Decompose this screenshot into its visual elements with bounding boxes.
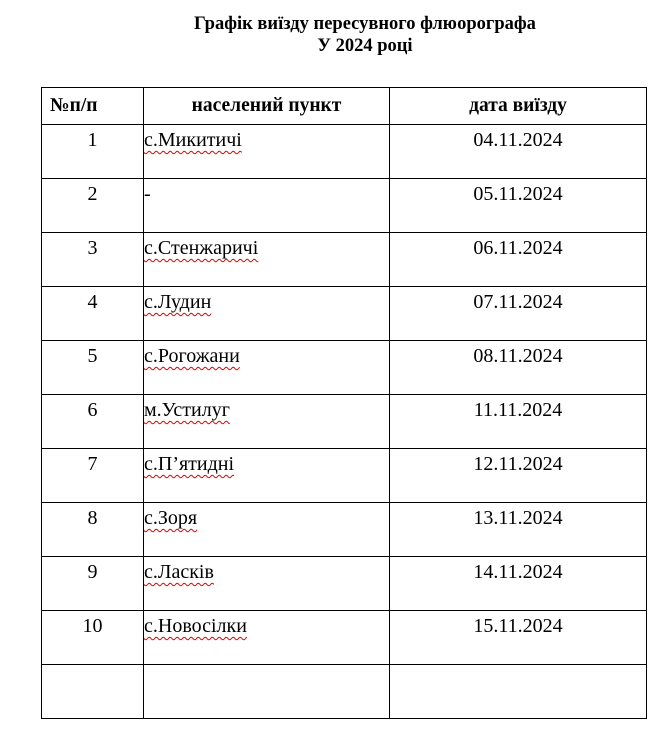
- row-date: 06.11.2024: [473, 237, 563, 259]
- row-settlement-cell[interactable]: [144, 287, 390, 341]
- row-number-cell[interactable]: [42, 125, 144, 179]
- row-settlement-cell[interactable]: [144, 611, 390, 665]
- row-date: 13.11.2024: [473, 507, 563, 529]
- row-date-cell[interactable]: [390, 557, 647, 611]
- row-date: 07.11.2024: [473, 291, 563, 313]
- row-date-cell[interactable]: [390, 611, 647, 665]
- row-settlement: с.Ласків: [144, 561, 214, 583]
- row-date-cell[interactable]: [390, 233, 647, 287]
- row-settlement: с.Рогожани: [144, 345, 240, 367]
- table-row: [42, 233, 647, 287]
- row-settlement-cell[interactable]: [144, 503, 390, 557]
- table-row: [42, 449, 647, 503]
- row-settlement: с.Зоря: [144, 507, 198, 529]
- row-settlement: с.Новосілки: [144, 615, 247, 637]
- row-date: 12.11.2024: [473, 453, 563, 475]
- row-number: 4: [87, 291, 98, 313]
- row-settlement: с.Микитичі: [144, 129, 242, 151]
- row-number-cell[interactable]: [42, 287, 144, 341]
- title-line-1: Графік виїзду пересувного флюорографа: [194, 14, 536, 34]
- title-line-2: У 2024 році: [317, 36, 413, 56]
- row-settlement: с.П’ятидні: [144, 453, 235, 475]
- row-number-cell[interactable]: [42, 395, 144, 449]
- schedule-table: [41, 87, 647, 719]
- row-date-cell[interactable]: [390, 665, 647, 719]
- header-date: дата виїзду: [390, 88, 647, 125]
- row-settlement: с.Лудин: [144, 291, 212, 313]
- row-number-cell[interactable]: [42, 233, 144, 287]
- row-number: 9: [87, 561, 98, 583]
- row-number-cell[interactable]: [42, 179, 144, 233]
- row-number: 8: [87, 507, 98, 529]
- row-settlement-cell[interactable]: [144, 395, 390, 449]
- row-date: 11.11.2024: [473, 399, 563, 421]
- row-number: 2: [87, 183, 98, 205]
- header-settlement: населений пункт: [144, 88, 390, 125]
- table-row: [42, 179, 647, 233]
- row-date-cell[interactable]: [390, 179, 647, 233]
- row-number-cell[interactable]: [42, 449, 144, 503]
- row-settlement: -: [144, 183, 151, 205]
- row-settlement-cell[interactable]: [144, 233, 390, 287]
- row-number: 5: [87, 345, 98, 367]
- table-row: [42, 341, 647, 395]
- table-row: [42, 665, 647, 719]
- row-settlement: с.Стенжаричі: [144, 237, 259, 259]
- row-number-cell[interactable]: [42, 341, 144, 395]
- row-settlement-cell[interactable]: [144, 449, 390, 503]
- table-row: [42, 557, 647, 611]
- row-date-cell[interactable]: [390, 449, 647, 503]
- table-row: [42, 611, 647, 665]
- row-settlement-cell[interactable]: [144, 665, 390, 719]
- row-settlement: м.Устилуг: [144, 399, 230, 421]
- row-number-cell[interactable]: [42, 503, 144, 557]
- row-settlement-cell[interactable]: [144, 557, 390, 611]
- row-number-cell[interactable]: [42, 557, 144, 611]
- row-number: 7: [87, 453, 98, 475]
- header-number: №п/п: [42, 88, 144, 125]
- row-number: 3: [87, 237, 98, 259]
- row-date-cell[interactable]: [390, 341, 647, 395]
- row-number-cell[interactable]: [42, 611, 144, 665]
- row-date: 14.11.2024: [473, 561, 563, 583]
- row-date-cell[interactable]: [390, 503, 647, 557]
- table-row: [42, 395, 647, 449]
- row-date-cell[interactable]: [390, 287, 647, 341]
- row-settlement-cell[interactable]: [144, 179, 390, 233]
- row-date: 15.11.2024: [473, 615, 563, 637]
- row-number: 1: [87, 129, 98, 151]
- row-number: 10: [82, 615, 103, 637]
- row-date: 08.11.2024: [473, 345, 563, 367]
- table-row: [42, 125, 647, 179]
- row-number-cell[interactable]: [42, 665, 144, 719]
- row-settlement-cell[interactable]: [144, 125, 390, 179]
- document-title: [0, 13, 667, 57]
- table-header-row: [42, 88, 647, 125]
- row-number: 6: [87, 399, 98, 421]
- table-row: [42, 503, 647, 557]
- row-date: 05.11.2024: [473, 183, 563, 205]
- row-date: 04.11.2024: [473, 129, 563, 151]
- row-settlement-cell[interactable]: [144, 341, 390, 395]
- table-row: [42, 287, 647, 341]
- row-date-cell[interactable]: [390, 125, 647, 179]
- row-date-cell[interactable]: [390, 395, 647, 449]
